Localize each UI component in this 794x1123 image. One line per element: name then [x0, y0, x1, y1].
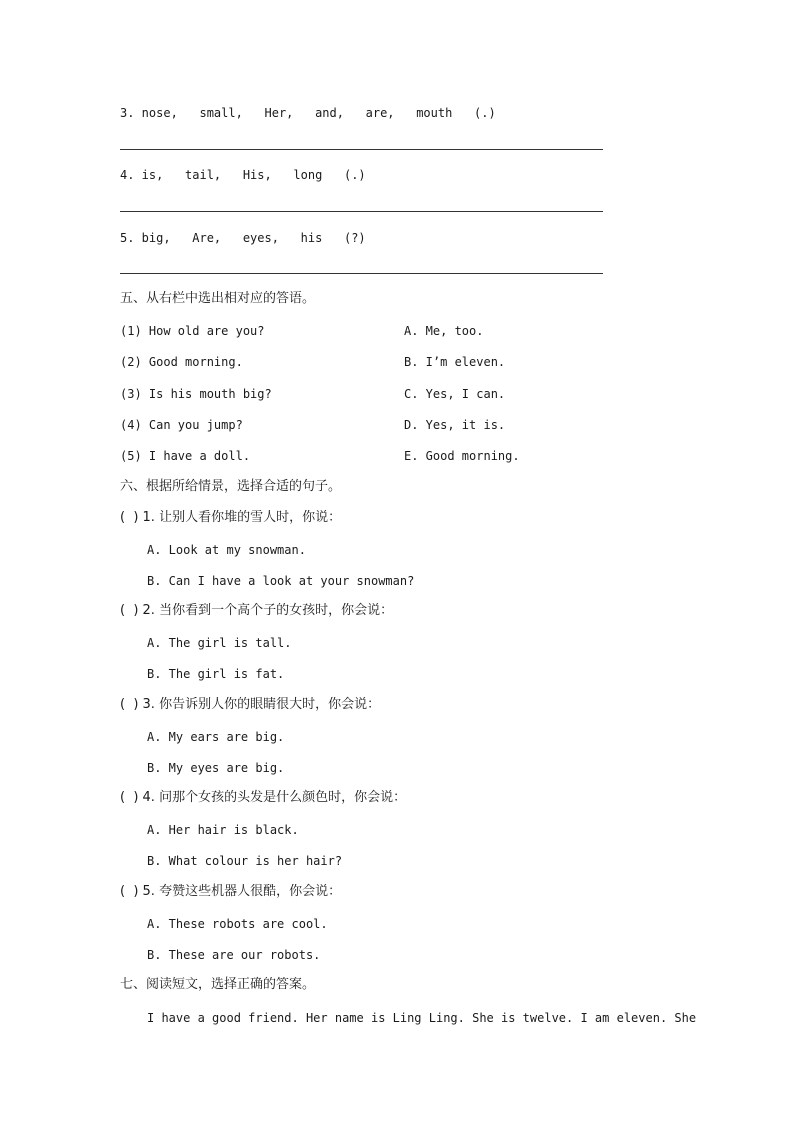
match-question-3: (3) Is his mouth big? — [120, 387, 272, 401]
match-answer-e: E. Good morning. — [404, 449, 520, 463]
match-answer-c: C. Yes, I can. — [404, 387, 506, 401]
unscramble-item-4: 4. is, tail, His, long (.) — [120, 168, 366, 182]
reading-paragraph: I have a good friend. Her name is Ling Ling. She is twelve. I am eleven. She — [147, 1011, 697, 1025]
situation-question-5: ( ) 5. 夸赞这些机器人很酷，你会说： — [120, 884, 342, 899]
situation-5-option-a: A. These robots are cool. — [147, 917, 328, 931]
answer-line-3 — [120, 149, 603, 150]
situation-5-option-b: B. These are our robots. — [147, 948, 321, 962]
situation-4-option-b: B. What colour is her hair? — [147, 854, 343, 868]
unscramble-item-3: 3. nose, small, Her, and, are, mouth (.) — [120, 106, 496, 120]
match-answer-b: B. I’m eleven. — [404, 355, 506, 369]
match-question-2: (2) Good morning. — [120, 355, 243, 369]
situation-3-option-a: A. My ears are big. — [147, 730, 285, 744]
section-5-title: 五、从右栏中选出相对应的答语。 — [120, 291, 316, 306]
match-answer-d: D. Yes, it is. — [404, 418, 506, 432]
situation-question-2: ( ) 2. 当你看到一个高个子的女孩时，你会说： — [120, 603, 394, 618]
section-6-title: 六、根据所给情景，选择合适的句子。 — [120, 479, 342, 494]
match-question-4: (4) Can you jump? — [120, 418, 243, 432]
unscramble-item-5: 5. big, Are, eyes, his (?) — [120, 231, 366, 245]
situation-2-option-b: B. The girl is fat. — [147, 667, 285, 681]
answer-line-5 — [120, 273, 603, 274]
situation-question-3: ( ) 3. 你告诉别人你的眼睛很大时，你会说： — [120, 697, 381, 712]
situation-1-option-a: A. Look at my snowman. — [147, 543, 306, 557]
section-7-title: 七、阅读短文，选择正确的答案。 — [120, 977, 316, 992]
situation-3-option-b: B. My eyes are big. — [147, 761, 285, 775]
situation-4-option-a: A. Her hair is black. — [147, 823, 299, 837]
match-question-5: (5) I have a doll. — [120, 449, 251, 463]
situation-1-option-b: B. Can I have a look at your snowman? — [147, 574, 415, 588]
situation-question-4: ( ) 4. 问那个女孩的头发是什么颜色时，你会说： — [120, 790, 407, 805]
match-question-1: (1) How old are you? — [120, 324, 265, 338]
match-answer-a: A. Me, too. — [404, 324, 484, 338]
situation-question-1: ( ) 1. 让别人看你堆的雪人时，你说： — [120, 510, 342, 525]
situation-2-option-a: A. The girl is tall. — [147, 636, 292, 650]
answer-line-4 — [120, 211, 603, 212]
